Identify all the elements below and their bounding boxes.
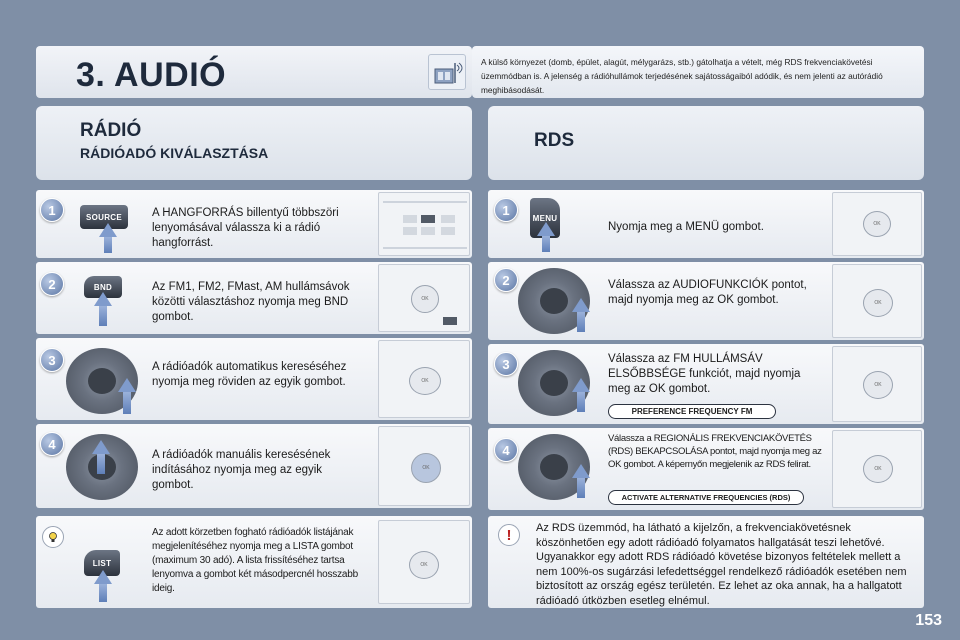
list-button[interactable]: LIST	[84, 550, 120, 576]
radio-section-header	[36, 106, 472, 180]
step-badge: 3	[40, 348, 64, 372]
press-arrow-stem	[542, 236, 550, 252]
step-badge: 4	[494, 438, 518, 462]
press-arrow-stem	[123, 392, 131, 414]
rds-step-4-text: Válassza a REGIONÁLIS FREKVENCIAKÖVETÉS (RDS) BEKAPCSOLÁSA pontot, majd nyomja meg az OK gombot. A képernyőn megjelenik az RDS felirat.	[608, 433, 822, 470]
press-arrow-stem	[99, 584, 107, 602]
radio-console-image: OK	[378, 340, 470, 418]
press-arrow-icon	[537, 222, 555, 236]
warning-icon: !	[498, 524, 520, 546]
press-arrow-icon	[94, 570, 112, 584]
step-badge: 4	[40, 432, 64, 456]
radio-reception-icon	[428, 54, 466, 90]
bnd-button[interactable]: BND	[84, 276, 122, 298]
preference-frequency-fm-label: PREFERENCE FREQUENCY FM	[608, 404, 776, 419]
radio-console-image	[378, 192, 470, 256]
page-number: 153	[915, 612, 942, 629]
press-arrow-icon	[118, 378, 136, 392]
radio-title: RÁDIÓ	[80, 120, 142, 141]
press-arrow-icon	[572, 378, 590, 392]
radio-console-image: OK	[832, 430, 922, 508]
radio-console-image: OK	[832, 192, 922, 256]
page-title: 3. AUDIÓ	[76, 56, 227, 94]
step-badge: 2	[494, 268, 518, 292]
radio-tip-text: Az adott körzetben fogható rádióadók listájának megjelenítéséhez nyomja meg a LISTA gombot (maximum 30 adó). A lista frissítéséhez tartsa lenyomva a gombot két másodpercnél hosszabb ideig.	[152, 527, 358, 594]
press-arrow-icon	[94, 292, 112, 306]
lightbulb-icon	[42, 526, 64, 548]
reception-info-text: A külső környezet (domb, épület, alagút, mélygarázs, stb.) gátolhatja a vételt, még RDS frekvenciakövetési üzemmódban is. A jelenség a rádióhullámok terjedésének sajátosságaiból adódik, és nem jelenti az autórádió meghibásodását.	[481, 57, 883, 95]
radio-console-image: OK	[378, 264, 470, 332]
step-badge: 3	[494, 352, 518, 376]
rds-title: RDS	[534, 130, 575, 151]
radio-step-4-text: A rádióadók manuális keresésének indításához nyomja meg az egyik gombot.	[152, 449, 331, 491]
step-badge: 1	[494, 198, 518, 222]
radio-console-image: OK	[832, 346, 922, 422]
radio-step-3-text: A rádióadók automatikus kereséséhez nyomja meg röviden az egyik gombot.	[152, 361, 347, 388]
source-button[interactable]: SOURCE	[80, 205, 128, 229]
press-arrow-stem	[577, 392, 585, 412]
activate-alternative-frequencies-label: ACTIVATE ALTERNATIVE FREQUENCIES (RDS)	[608, 490, 804, 505]
press-arrow-stem	[104, 237, 112, 253]
rds-step-2-text: Válassza az AUDIOFUNKCIÓK pontot, majd nyomja meg az OK gombot.	[608, 279, 807, 306]
step-badge: 1	[40, 198, 64, 222]
step-badge: 2	[40, 272, 64, 296]
press-arrow-stem	[577, 478, 585, 498]
press-arrow-stem	[97, 454, 105, 474]
radio-step-1-text: A HANGFORRÁS billentyű többszöri lenyomásával válassza ki a rádió hangforrást.	[152, 207, 339, 249]
radio-console-image: OK	[378, 426, 470, 506]
rds-warning-text: Az RDS üzemmód, ha látható a kijelzőn, a frekvenciakövetésnek köszönhetően egy adott rádióadó folyamatos hallgatását teszi lehetővé. Ugyanakkor egy adott RDS rádióadó követése bizonyos feltételek mellett a nem 100%-os sugárzási lefedettséggel rendelkező rádióadók esetében nem biztosított az ország egész területén. Ez lehet az oka annak, ha a hallgatott rádióadó útközben esetleg elnémul.	[536, 522, 907, 607]
radio-step-2-text: Az FM1, FM2, FMast, AM hullámsávok közötti választáshoz nyomja meg BND gombot.	[152, 281, 350, 323]
press-arrow-icon	[572, 298, 590, 312]
press-arrow-icon	[572, 464, 590, 478]
radio-console-image: OK	[832, 264, 922, 338]
radio-subtitle: RÁDIÓADÓ KIVÁLASZTÁSA	[80, 145, 269, 161]
press-arrow-icon	[92, 440, 110, 454]
press-arrow-icon	[99, 223, 117, 237]
rds-step-1-text: Nyomja meg a MENÜ gombot.	[608, 221, 764, 233]
press-arrow-stem	[99, 306, 107, 326]
press-arrow-stem	[577, 312, 585, 332]
radio-console-image: OK	[378, 520, 470, 604]
menu-button[interactable]: MENU	[530, 198, 560, 238]
rds-step-3-text: Válassza az FM HULLÁMSÁV ELSŐBBSÉGE funkciót, majd nyomja meg az OK gombot.	[608, 353, 801, 395]
